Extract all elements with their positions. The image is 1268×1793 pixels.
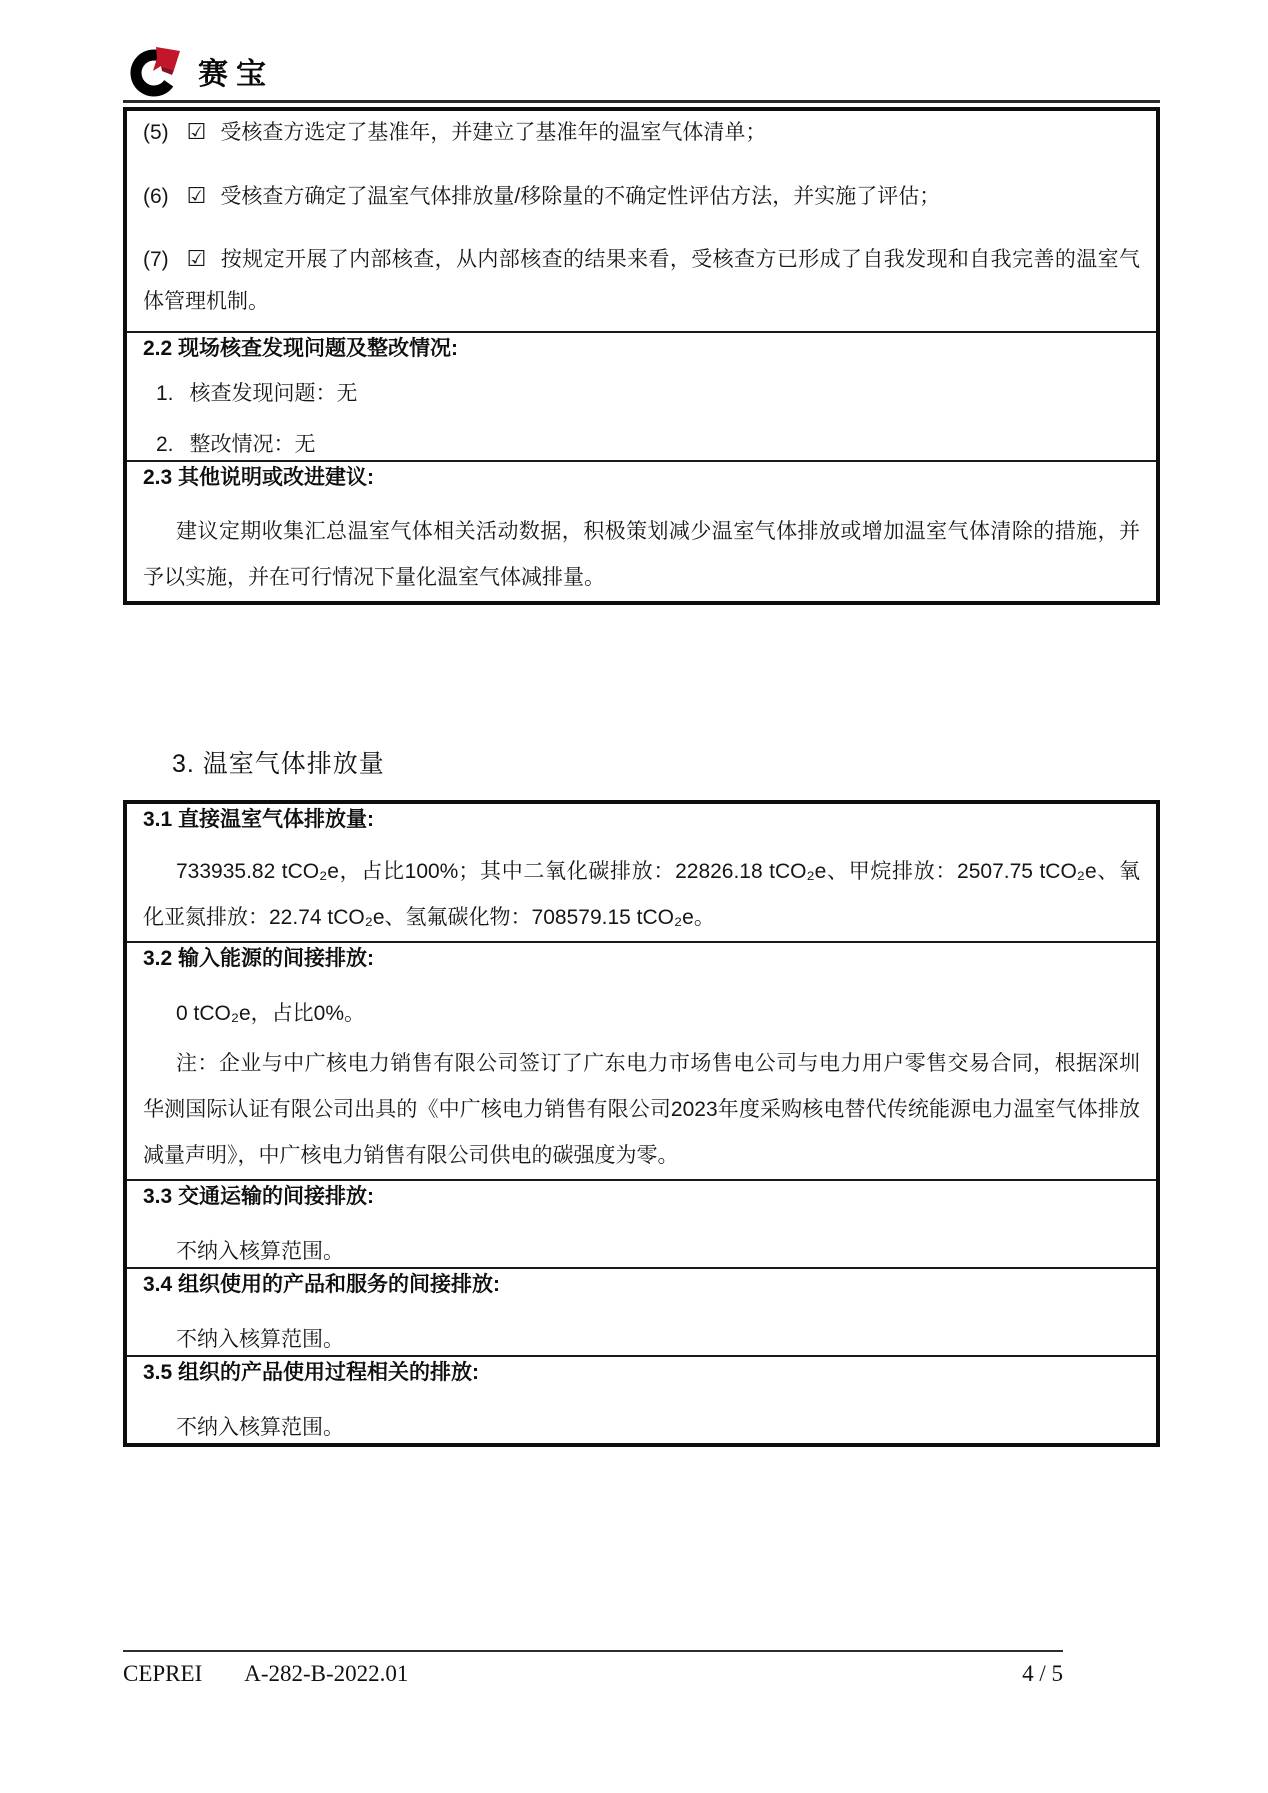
value-line: 0 tCO₂e，占比0%。 — [176, 1002, 366, 1025]
item-number: 2. — [156, 433, 174, 456]
subsection-3-1 — [127, 804, 1156, 941]
item-text: 受核查方确定了温室气体排放量/移除量的不确定性评估方法，并实施了评估； — [220, 185, 941, 208]
checklist-item-6 — [143, 175, 1140, 218]
item-number: (7) — [143, 248, 169, 271]
content-box-section-3 — [123, 800, 1160, 1447]
checklist — [127, 111, 1156, 323]
page-footer — [123, 1650, 1063, 1687]
checklist-item-7 — [143, 238, 1140, 323]
subsection-heading: 3.3 交通运输的间接排放: — [143, 1185, 375, 1208]
subsection-3-3 — [127, 1179, 1156, 1267]
ceprei-logo — [128, 44, 274, 98]
item-number: (6) — [143, 185, 169, 208]
item-text: 整改情况：无 — [189, 433, 316, 456]
page-number: 4 / 5 — [1022, 1661, 1063, 1686]
checked-checkbox-icon: ☑ — [186, 246, 207, 271]
checked-checkbox-icon: ☑ — [186, 183, 207, 208]
content-box-sections-2 — [123, 107, 1160, 605]
checklist-item-5 — [143, 111, 1140, 154]
header-rule — [123, 100, 1160, 103]
subsection-heading: 3.2 输入能源的间接排放: — [143, 947, 375, 970]
subsection-3-4 — [127, 1267, 1156, 1355]
subsection-heading: 3.1 直接温室气体排放量: — [143, 808, 375, 831]
numbered-item — [156, 378, 1140, 409]
subsection-3-2 — [127, 941, 1156, 1179]
section-3-title: 3. 温室气体排放量 — [172, 750, 385, 778]
checked-checkbox-icon: ☑ — [186, 119, 207, 144]
paragraph: 733935.82 tCO₂e，占比100%；其中二氧化碳排放：22826.18 tCO₂e、甲烷排放：2507.75 tCO₂e、氧化亚氮排放：22.74 tCO₂e、氢氟碳化物：708579.15 tCO₂e。 — [143, 860, 1140, 929]
item-text: 受核查方选定了基准年，并建立了基准年的温室气体清单； — [220, 121, 767, 144]
item-number: (5) — [143, 121, 169, 144]
footer-doc-code: A-282-B-2022.01 — [244, 1661, 409, 1686]
item-text: 按规定开展了内部核查，从内部核查的结果来看，受核查方已形成了自我发现和自我完善的温室气体管理机制。 — [143, 248, 1140, 313]
footer-left — [123, 1661, 408, 1687]
item-text: 核查发现问题：无 — [189, 382, 358, 405]
ceprei-logo-icon — [128, 44, 182, 98]
item-number: 1. — [156, 382, 174, 405]
note-paragraph: 注：企业与中广核电力销售有限公司签订了广东电力市场售电公司与电力用户零售交易合同，根据深圳华测国际认证有限公司出具的《中广核电力销售有限公司2023年度采购核电替代传统能源电力温室气体排放减量声明》，中广核电力销售有限公司供电的碳强度为零。 — [143, 1052, 1140, 1167]
subsection-heading: 3.5 组织的产品使用过程相关的排放: — [143, 1361, 480, 1384]
paragraph: 不纳入核算范围。 — [176, 1240, 344, 1263]
numbered-item — [156, 429, 1140, 460]
section-2-3-heading: 2.3 其他说明或改进建议: — [143, 466, 375, 489]
paragraph: 建议定期收集汇总温室气体相关活动数据，积极策划减少温室气体排放或增加温室气体清除的措施，并予以实施，并在可行情况下量化温室气体减排量。 — [143, 520, 1140, 589]
section-2-2 — [127, 331, 1156, 460]
paragraph: 不纳入核算范围。 — [176, 1416, 344, 1439]
logo-text: 赛宝 — [198, 58, 274, 91]
subsection-3-5 — [127, 1355, 1156, 1443]
paragraph: 不纳入核算范围。 — [176, 1328, 344, 1351]
subsection-heading: 3.4 组织使用的产品和服务的间接排放: — [143, 1273, 501, 1296]
section-2-3 — [127, 460, 1156, 601]
footer-org: CEPREI — [123, 1661, 203, 1686]
section-2-2-heading: 2.2 现场核查发现问题及整改情况: — [143, 337, 459, 360]
